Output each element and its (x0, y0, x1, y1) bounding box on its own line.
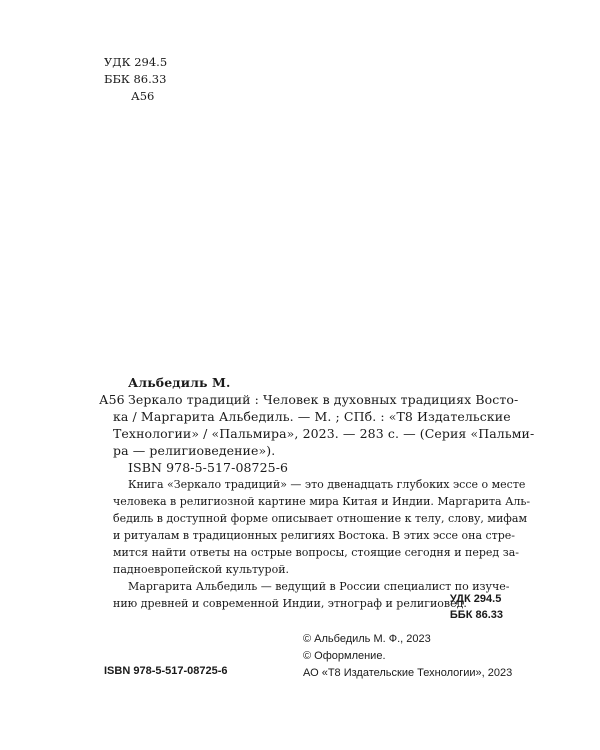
annotation-p2-line-2: нию древней и современной Индии, этнограф и религиовед. (113, 597, 467, 610)
description-line-3: Технологии» / «Пальмира», 2023. — 283 с. — (Серия «Пальми- (113, 426, 535, 441)
annotation-p2-line-1: Маргарита Альбедиль — ведущий в России специалист по изуче- (128, 580, 510, 593)
copyright-block (303, 631, 512, 682)
author-heading: Альбедиль М. (128, 375, 231, 390)
top-bbk: ББК 86.33 (104, 72, 167, 86)
classification-bbk: ББК 86.33 (449, 609, 503, 621)
top-index-block (104, 54, 167, 105)
annotation-p1-line-1: Книга «Зеркало традиций» — это двенадцать глубоких эссе о месте (128, 478, 526, 491)
top-udk: УДК 294.5 (104, 55, 168, 69)
classification-block (450, 591, 503, 623)
description-line-2: ка / Маргарита Альбедиль. — М. ; СПб. : «Т8 Издательские (113, 409, 511, 424)
top-author-mark: А56 (131, 89, 155, 103)
classification-udk: УДК 294.5 (449, 593, 502, 605)
annotation-p1-line-4: и ритуалам в традиционных религиях Востока. В этих эссе она стре- (113, 529, 516, 542)
record-isbn: ISBN 978-5-517-08725-6 (128, 460, 289, 475)
description-block (113, 392, 535, 460)
description-line-1: Зеркало традиций : Человек в духовных традициях Восто- (128, 392, 519, 407)
footer-isbn: ISBN 978-5-517-08725-6 (104, 665, 228, 677)
description-line-4: ра — религиоведение»). (113, 443, 276, 458)
annotation-p1-line-3: бедиль в доступной форме описывает отношение к телу, слову, мифам (113, 512, 528, 525)
annotation-p1-line-2: человека в религиозной картине мира Китая и Индии. Маргарита Аль- (113, 495, 531, 508)
annotation-p1-line-5: мится найти ответы на острые вопросы, стоящие сегодня и перед за- (113, 546, 519, 559)
copyright-author: © Альбедиль М. Ф., 2023 (303, 633, 431, 645)
copyright-design: © Оформление. (303, 650, 386, 662)
annotation-p1-line-6: падноевропейской культурой. (113, 563, 290, 576)
copyright-publisher: АО «Т8 Издательские Технологии», 2023 (303, 667, 513, 679)
author-mark: А56 (99, 392, 125, 407)
